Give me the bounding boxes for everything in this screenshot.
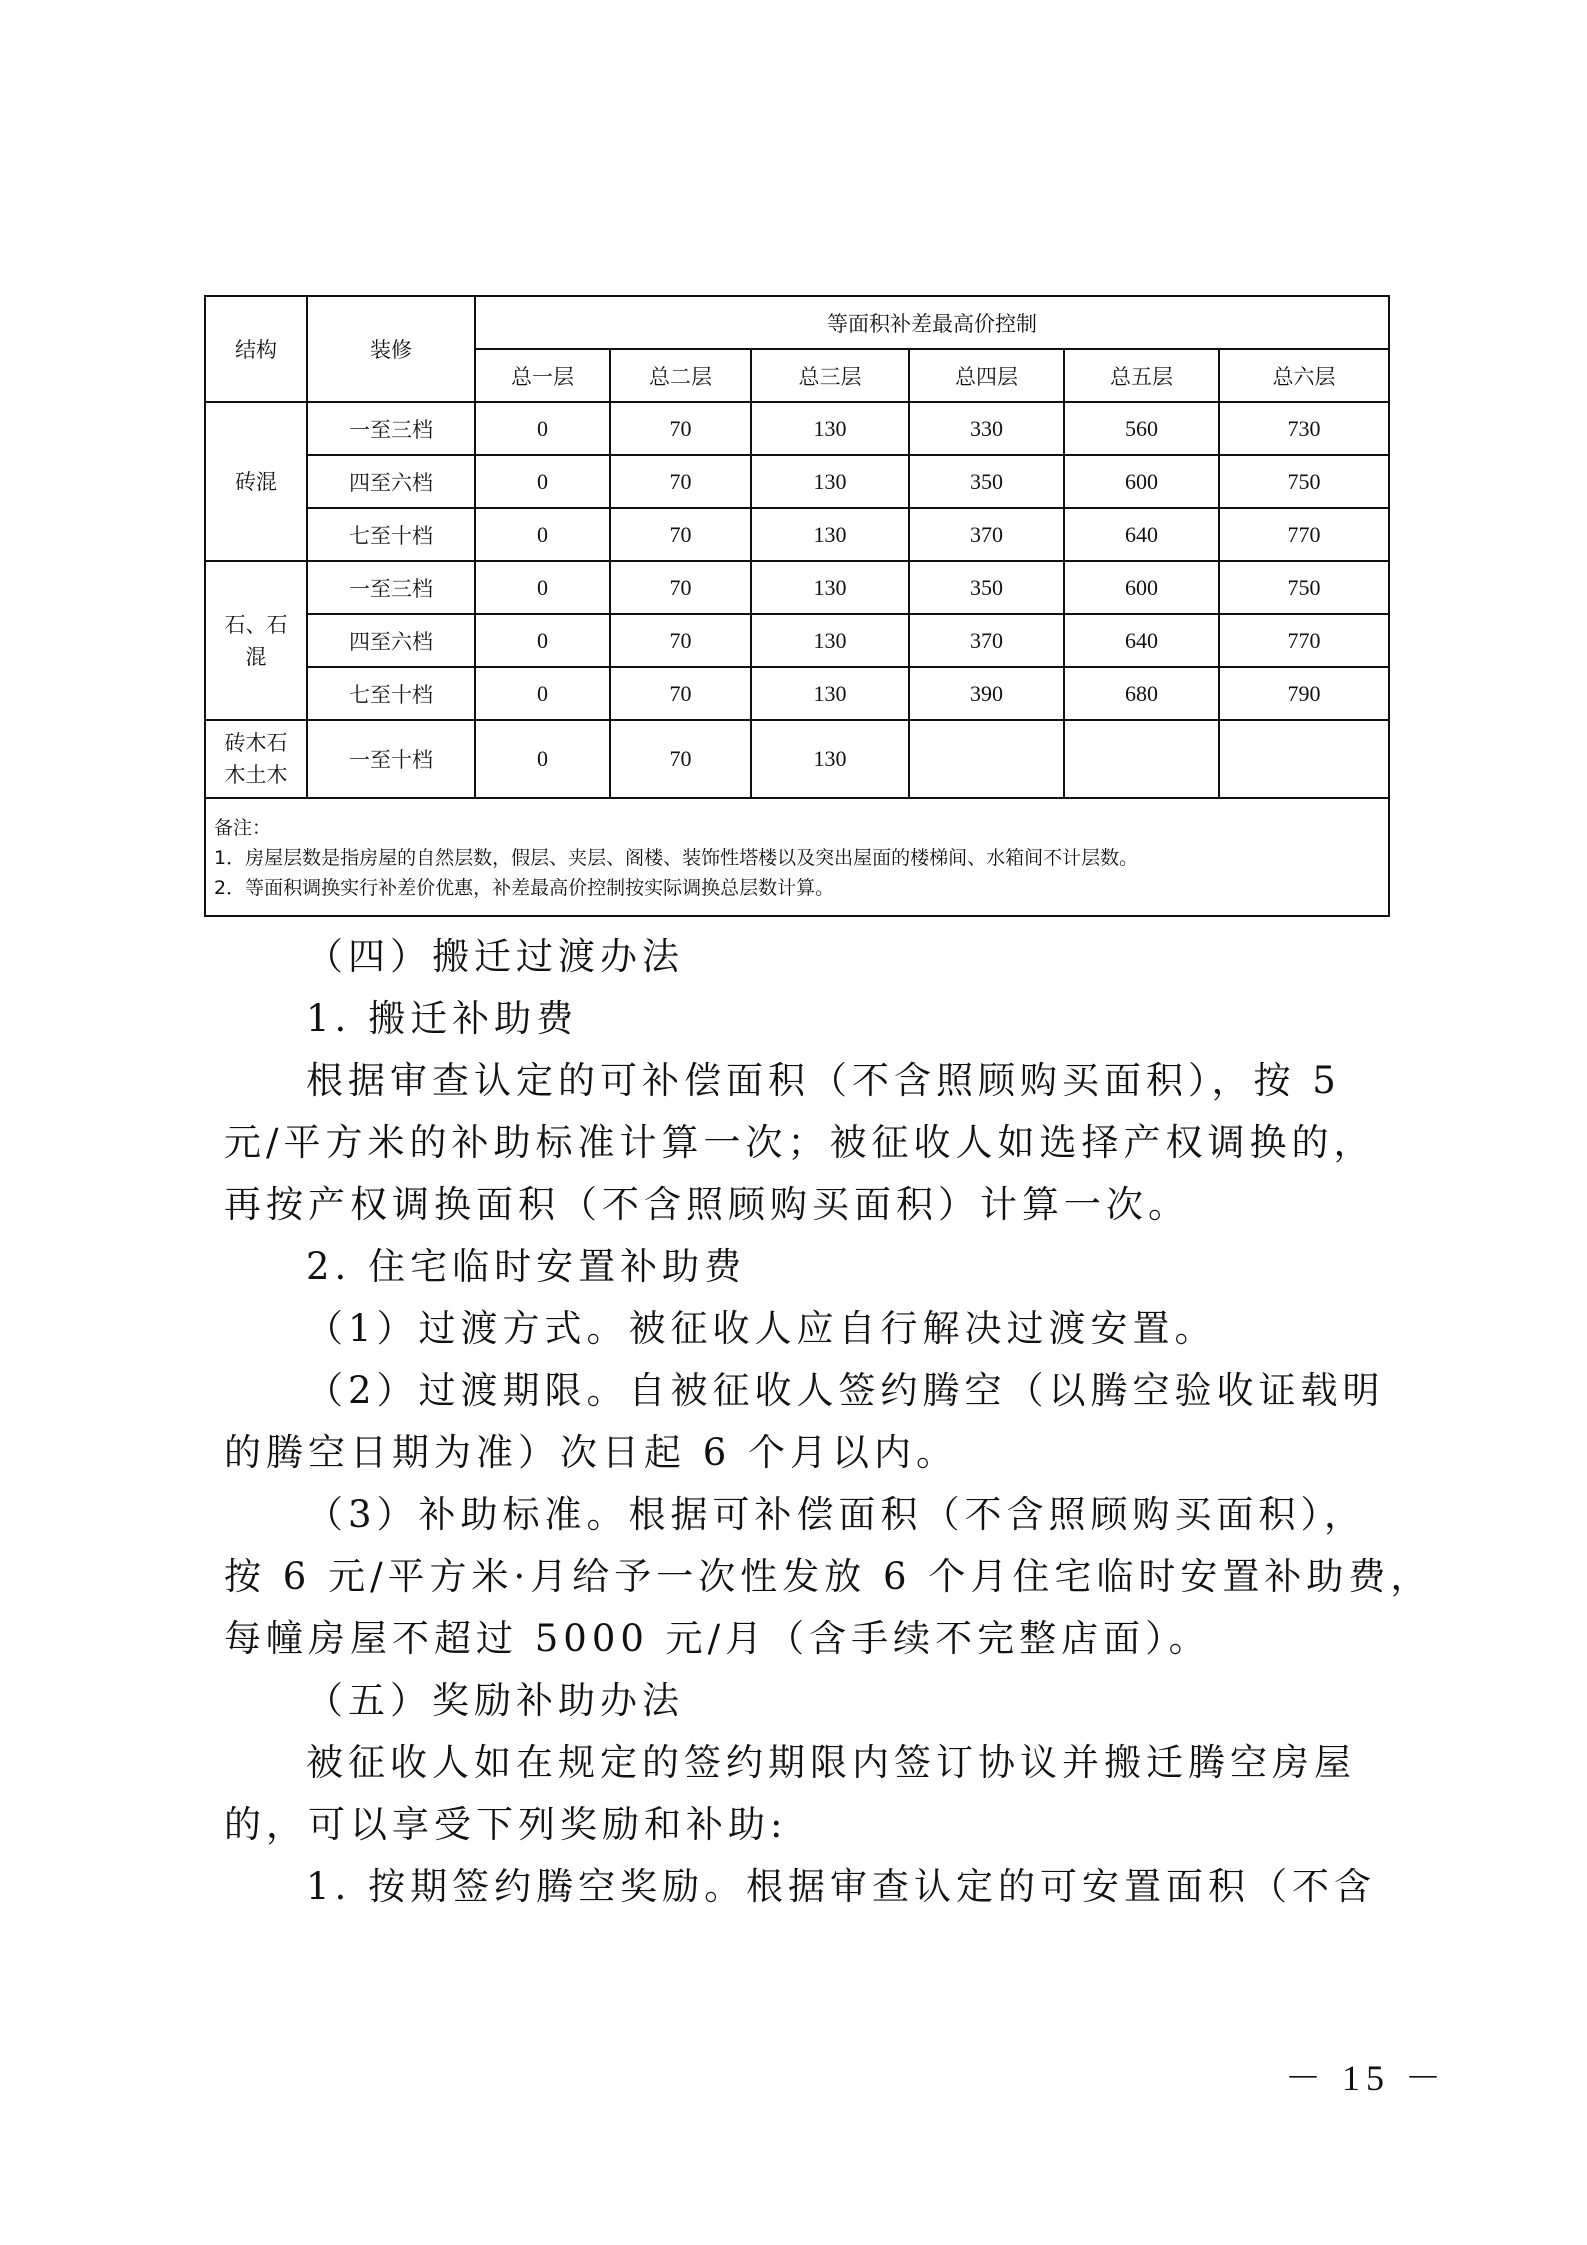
table-header-row-1	[205, 296, 1389, 349]
table-row	[205, 614, 1389, 667]
value-cell: 70	[610, 402, 751, 455]
notes-title: 备注：	[214, 817, 272, 839]
price-control-table	[204, 295, 1390, 917]
table-row	[205, 455, 1389, 508]
value-cell: 370	[909, 508, 1064, 561]
value-cell: 770	[1219, 508, 1389, 561]
header-floor: 总四层	[909, 349, 1064, 402]
value-cell: 130	[751, 402, 909, 455]
value-cell: 370	[909, 614, 1064, 667]
note-item: 2．等面积调换实行补差价优惠，补差最高价控制按实际调换总层数计算。	[214, 877, 835, 899]
decoration-cell: 一至三档	[307, 402, 475, 455]
value-cell: 600	[1064, 561, 1219, 614]
value-cell: 70	[610, 561, 751, 614]
value-cell: 350	[909, 455, 1064, 508]
value-cell: 130	[751, 614, 909, 667]
value-cell: 0	[475, 720, 610, 798]
value-cell: 560	[1064, 402, 1219, 455]
section-heading-4: （四）搬迁过渡办法	[306, 935, 684, 978]
structure-line: 砖木石	[224, 731, 288, 755]
decoration-cell: 一至三档	[307, 561, 475, 614]
value-cell: 600	[1064, 455, 1219, 508]
value-cell: 790	[1219, 667, 1389, 720]
value-cell: 70	[610, 455, 751, 508]
value-cell: 130	[751, 561, 909, 614]
value-cell	[1219, 720, 1389, 798]
value-cell: 0	[475, 614, 610, 667]
value-cell: 130	[751, 720, 909, 798]
structure-cell	[205, 720, 307, 798]
paragraph-line: 按 6 元/平方米·月给予一次性发放 6 个月住宅临时安置补助费，	[224, 1555, 1433, 1598]
paragraph-line: （1）过渡方式。被征收人应自行解决过渡安置。	[306, 1307, 1217, 1350]
value-cell	[909, 720, 1064, 798]
header-floor: 总五层	[1064, 349, 1219, 402]
paragraph-line: 的腾空日期为准）次日起 6 个月以内。	[224, 1431, 959, 1474]
value-cell: 70	[610, 667, 751, 720]
table-row	[205, 508, 1389, 561]
value-cell: 330	[909, 402, 1064, 455]
paragraph-line: （2）过渡期限。自被征收人签约腾空（以腾空验收证载明	[306, 1369, 1385, 1412]
page-number: － 15 －	[1285, 2058, 1448, 2098]
header-floor: 总六层	[1219, 349, 1389, 402]
section-heading-5: （五）奖励补助办法	[306, 1679, 684, 1722]
header-floor: 总二层	[610, 349, 751, 402]
value-cell: 130	[751, 455, 909, 508]
structure-line: 石、石	[224, 612, 288, 637]
decoration-cell: 四至六档	[307, 614, 475, 667]
paragraph-line: 的，可以享受下列奖励和补助:	[224, 1803, 788, 1846]
table-row	[205, 720, 1389, 798]
value-cell: 640	[1064, 614, 1219, 667]
paragraph-line: 1. 按期签约腾空奖励。根据审查认定的可安置面积（不含	[306, 1865, 1377, 1908]
value-cell: 640	[1064, 508, 1219, 561]
header-floor: 总一层	[475, 349, 610, 402]
value-cell: 0	[475, 508, 610, 561]
value-cell: 70	[610, 720, 751, 798]
value-cell: 350	[909, 561, 1064, 614]
decoration-cell: 四至六档	[307, 455, 475, 508]
table-row	[205, 561, 1389, 614]
decoration-cell: 七至十档	[307, 667, 475, 720]
value-cell: 770	[1219, 614, 1389, 667]
notes-row	[205, 798, 1389, 916]
decoration-cell: 一至十档	[307, 720, 475, 798]
value-cell: 680	[1064, 667, 1219, 720]
subheading-temporary-housing: 2. 住宅临时安置补助费	[306, 1245, 747, 1288]
header-group-title: 等面积补差最高价控制	[475, 296, 1389, 349]
note-item: 1．房屋层数是指房屋的自然层数，假层、夹层、阁楼、装饰性塔楼以及突出屋面的楼梯间、水箱间不计层数。	[214, 847, 1139, 869]
value-cell	[1064, 720, 1219, 798]
paragraph-line: 被征收人如在规定的签约期限内签订协议并搬迁腾空房屋	[306, 1741, 1356, 1784]
value-cell: 750	[1219, 561, 1389, 614]
value-cell: 130	[751, 508, 909, 561]
paragraph-line: 根据审查认定的可补偿面积（不含照顾购买面积），按 5	[306, 1059, 1341, 1102]
notes-cell	[205, 798, 1389, 916]
structure-line: 木土木	[224, 763, 288, 787]
table-row	[205, 667, 1389, 720]
structure-line: 混	[245, 644, 267, 669]
value-cell: 0	[475, 402, 610, 455]
header-decoration: 装修	[307, 296, 475, 402]
structure-cell: 砖混	[205, 402, 307, 561]
subheading-relocation-subsidy: 1. 搬迁补助费	[306, 997, 579, 1040]
table-row	[205, 402, 1389, 455]
value-cell: 70	[610, 508, 751, 561]
paragraph-line: 每幢房屋不超过 5000 元/月（含手续不完整店面）。	[224, 1617, 1211, 1660]
value-cell: 750	[1219, 455, 1389, 508]
header-structure: 结构	[205, 296, 307, 402]
value-cell: 390	[909, 667, 1064, 720]
paragraph-line: 元/平方米的补助标准计算一次；被征收人如选择产权调换的，	[224, 1121, 1376, 1164]
value-cell: 730	[1219, 402, 1389, 455]
decoration-cell: 七至十档	[307, 508, 475, 561]
value-cell: 130	[751, 667, 909, 720]
paragraph-line: （3）补助标准。根据可补偿面积（不含照顾购买面积），	[306, 1493, 1367, 1536]
paragraph-line: 再按产权调换面积（不含照顾购买面积）计算一次。	[224, 1183, 1190, 1226]
value-cell: 0	[475, 667, 610, 720]
structure-cell	[205, 561, 307, 720]
value-cell: 0	[475, 455, 610, 508]
value-cell: 0	[475, 561, 610, 614]
header-floor: 总三层	[751, 349, 909, 402]
value-cell: 70	[610, 614, 751, 667]
